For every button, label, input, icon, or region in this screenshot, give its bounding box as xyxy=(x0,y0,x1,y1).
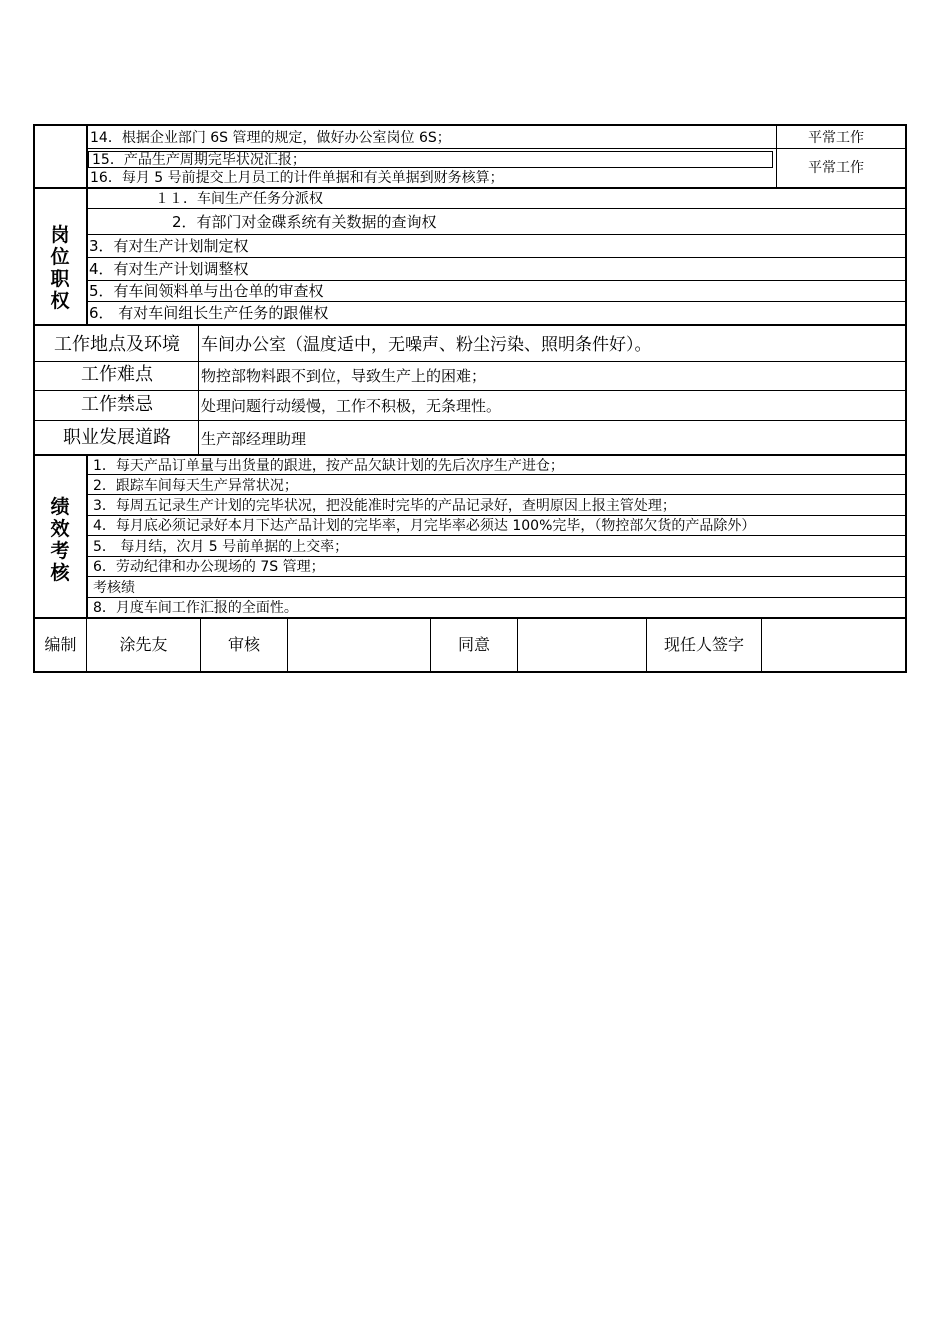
performance-top-border xyxy=(33,454,907,456)
rights-label-char: 位 xyxy=(50,246,70,268)
rights-item: 5．有车间领料单与出仓单的审查权 xyxy=(89,282,324,300)
rights-row-line xyxy=(86,301,906,302)
rights-label-char: 权 xyxy=(50,290,70,312)
info-value-difficulty: 物控部物料跟不到位，导致生产上的困难； xyxy=(201,367,487,385)
footer-top-border xyxy=(33,617,907,619)
info-value-taboo: 处理问题行动缓慢，工作不积极，无条理性。 xyxy=(201,397,502,415)
performance-row-line xyxy=(86,597,906,598)
rights-top-border xyxy=(33,187,907,189)
info-top-border xyxy=(33,324,907,326)
performance-item: 3．每周五记录生产计划的完毕状况，把没能准时完毕的产品记录好，查明原因上报主管处理； xyxy=(93,498,676,514)
footer-review-label: 审核 xyxy=(227,635,260,654)
rights-item: 2．有部门对金碟系统有关数据的查询权 xyxy=(172,213,437,231)
rights-item: １１．车间生产任务分派权 xyxy=(155,191,323,207)
footer-column-line xyxy=(761,619,762,672)
info-value-career: 生产部经理助理 xyxy=(201,430,307,448)
performance-label-char: 效 xyxy=(50,518,70,540)
footer-column-line xyxy=(517,619,518,672)
tag-column-line xyxy=(776,125,777,188)
info-label-difficulty: 工作难点 xyxy=(81,364,153,385)
rights-row-line xyxy=(86,257,906,258)
performance-row-line xyxy=(86,535,906,536)
rights-label-char: 岗 xyxy=(50,224,70,246)
top-item-15-tag: 平常工作 xyxy=(808,160,864,176)
rights-item: 4．有对生产计划调整权 xyxy=(89,260,249,278)
info-label-location: 工作地点及环境 xyxy=(54,334,180,355)
info-row-line xyxy=(34,420,906,421)
footer-column-line xyxy=(287,619,288,672)
performance-label-char: 绩 xyxy=(50,496,70,518)
footer-compiled-label: 编制 xyxy=(44,635,77,654)
top-item-14: 14．根据企业部门 6S 管理的规定，做好办公室岗位 6S； xyxy=(90,130,451,146)
performance-label-char: 核 xyxy=(50,562,70,584)
performance-row-line xyxy=(86,576,906,577)
info-label-taboo: 工作禁忌 xyxy=(81,394,153,415)
performance-item: 4．每月底必须记录好本月下达产品计划的完毕率，月完毕率必须达 100%完毕，（物控部欠货的产品除外） xyxy=(93,518,756,534)
footer-compiled-value: 涂先友 xyxy=(119,635,168,654)
rights-label-char: 职 xyxy=(50,268,70,290)
rights-row-line xyxy=(86,234,906,235)
performance-label xyxy=(45,496,75,584)
info-row-line xyxy=(34,361,906,362)
info-value-location: 车间办公室（温度适中，无噪声、粉尘污染、照明条件好）。 xyxy=(201,335,652,355)
performance-label-column-line xyxy=(86,455,88,618)
rights-row-line xyxy=(86,208,906,209)
performance-row-line xyxy=(86,515,906,516)
performance-item: 8．月度车间工作汇报的全面性。 xyxy=(93,600,298,616)
rights-item: 3．有对生产计划制定权 xyxy=(89,237,249,255)
top-item-16: 16．每月 5 号前提交上月员工的计件单据和有关单据到财务核算； xyxy=(90,170,504,186)
performance-item: 2．跟踪车间每天生产异常状况； xyxy=(93,478,298,494)
footer-approve-label: 同意 xyxy=(457,635,490,654)
info-row-line xyxy=(34,390,906,391)
top-item-14-tag: 平常工作 xyxy=(808,130,864,146)
rights-item: 6． 有对车间组长生产任务的跟催权 xyxy=(89,304,329,322)
performance-row-line xyxy=(86,556,906,557)
top-item-15: 15．产品生产周期完毕状况汇报； xyxy=(92,152,306,168)
performance-item: 1．每天产品订单量与出货量的跟进，按产品欠缺计划的先后次序生产进仓； xyxy=(93,458,564,474)
rights-label xyxy=(45,224,75,312)
rights-row-line xyxy=(86,280,906,281)
footer-incumbent-label: 现任人签字 xyxy=(663,635,744,654)
top-row-line xyxy=(86,148,906,149)
performance-label-char: 考 xyxy=(50,540,70,562)
performance-item: 考核绩 xyxy=(93,580,135,596)
performance-item: 5． 每月结，次月 5 号前单据的上交率； xyxy=(93,539,349,555)
info-label-career: 职业发展道路 xyxy=(63,427,171,448)
performance-item: 6．劳动纪律和办公现场的 7S 管理； xyxy=(93,559,325,575)
